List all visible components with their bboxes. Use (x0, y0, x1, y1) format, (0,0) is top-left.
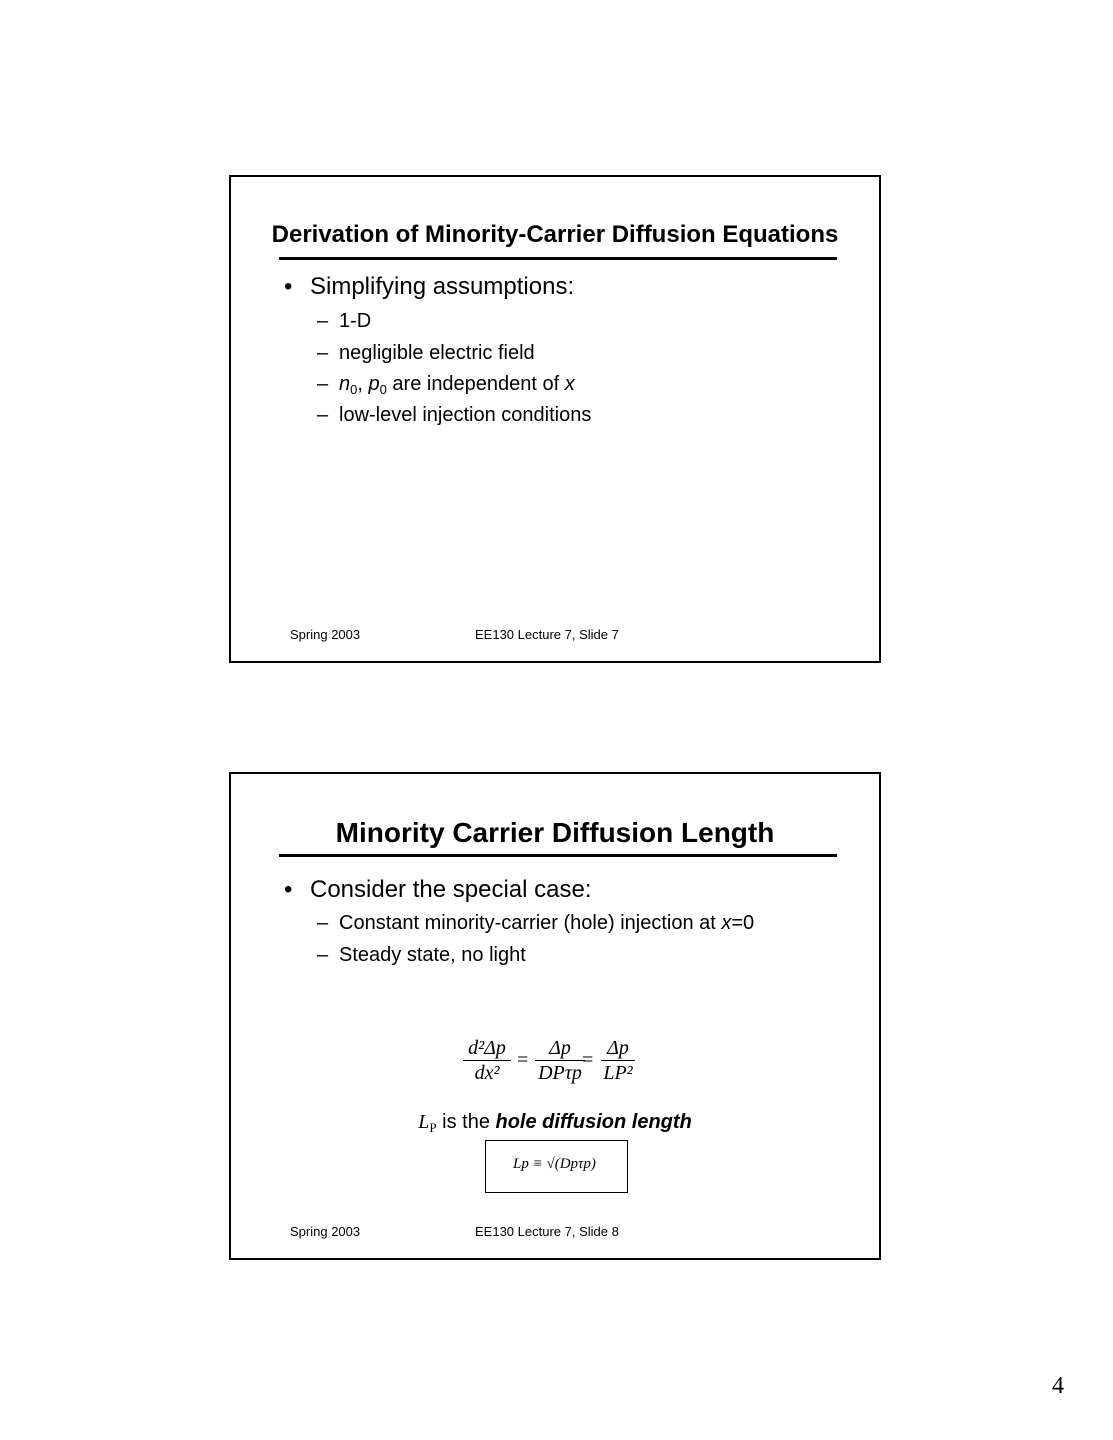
footer-slide-label: EE130 Lecture 7, Slide 7 (475, 627, 619, 642)
numerator: Δp (549, 1037, 571, 1059)
var-p: p (368, 373, 380, 395)
sub-item-text: are independent of (392, 373, 560, 395)
bullet-item: • Simplifying assumptions: (284, 273, 575, 300)
fraction (535, 1036, 585, 1085)
diffusion-equation (463, 1036, 643, 1092)
footer-slide-label: EE130 Lecture 7, Slide 8 (475, 1224, 619, 1239)
slide-title: Derivation of Minority-Carrier Diffusion Equations (271, 221, 839, 248)
page-number: 4 (1052, 1373, 1064, 1399)
numerator: d²Δp (468, 1037, 506, 1059)
denominator: dx² (474, 1062, 500, 1084)
slide-8 (229, 772, 881, 1260)
diffusion-length-definition-box (485, 1140, 628, 1193)
emphasis-text: hole diffusion length (495, 1111, 692, 1133)
var-x: x (564, 373, 575, 395)
fraction (463, 1036, 511, 1085)
sub-item: – 1-D (317, 310, 372, 332)
subscript: 0 (379, 382, 387, 397)
diffusion-length-statement (231, 1111, 879, 1136)
sub-item-text: negligible electric field (339, 342, 535, 364)
bullet-item: • Consider the special case: (284, 876, 592, 903)
var-n: n (339, 373, 351, 395)
numerator: Δp (607, 1037, 629, 1059)
sub-item: – Constant minority-carrier (hole) injection at x=0 (317, 912, 755, 934)
sub-item-text: Steady state, no light (339, 944, 526, 966)
title-underline (279, 854, 837, 857)
denominator: LP² (603, 1062, 633, 1084)
denominator: DPτp (538, 1062, 582, 1084)
slide-title: Minority Carrier Diffusion Length (335, 817, 775, 848)
title-underline (279, 257, 837, 260)
equals-sign: = (582, 1049, 594, 1071)
equals-sign: = (517, 1049, 529, 1071)
sub-item-text: =0 (731, 912, 755, 934)
sub-item-text: low-level injection conditions (339, 404, 592, 426)
sub-item-text: Constant minority-carrier (hole) injection at (339, 912, 716, 934)
subscript: P (429, 1120, 437, 1135)
bullet-text: Simplifying assumptions: (310, 273, 575, 300)
sub-item: – Steady state, no light (317, 944, 526, 966)
sub-item-text: 1-D (339, 310, 372, 332)
subscript: 0 (350, 382, 358, 397)
separator: , (357, 373, 369, 395)
lp-symbol: L (418, 1111, 430, 1133)
fraction (601, 1036, 635, 1085)
bullet-text: Consider the special case: (310, 876, 592, 903)
sub-item: – negligible electric field (317, 342, 535, 364)
var-x: x (721, 912, 732, 934)
lp-definition: Lp ≡ √(Dpτp) (513, 1156, 596, 1172)
slide-7 (229, 175, 881, 663)
footer-date: Spring 2003 (290, 627, 361, 642)
footer-date: Spring 2003 (290, 1224, 361, 1239)
sub-item: – $n_0$, $p_0$ are independent of x (317, 373, 575, 397)
statement-text: is the (436, 1111, 496, 1133)
sub-item: – low-level injection conditions (317, 404, 592, 426)
